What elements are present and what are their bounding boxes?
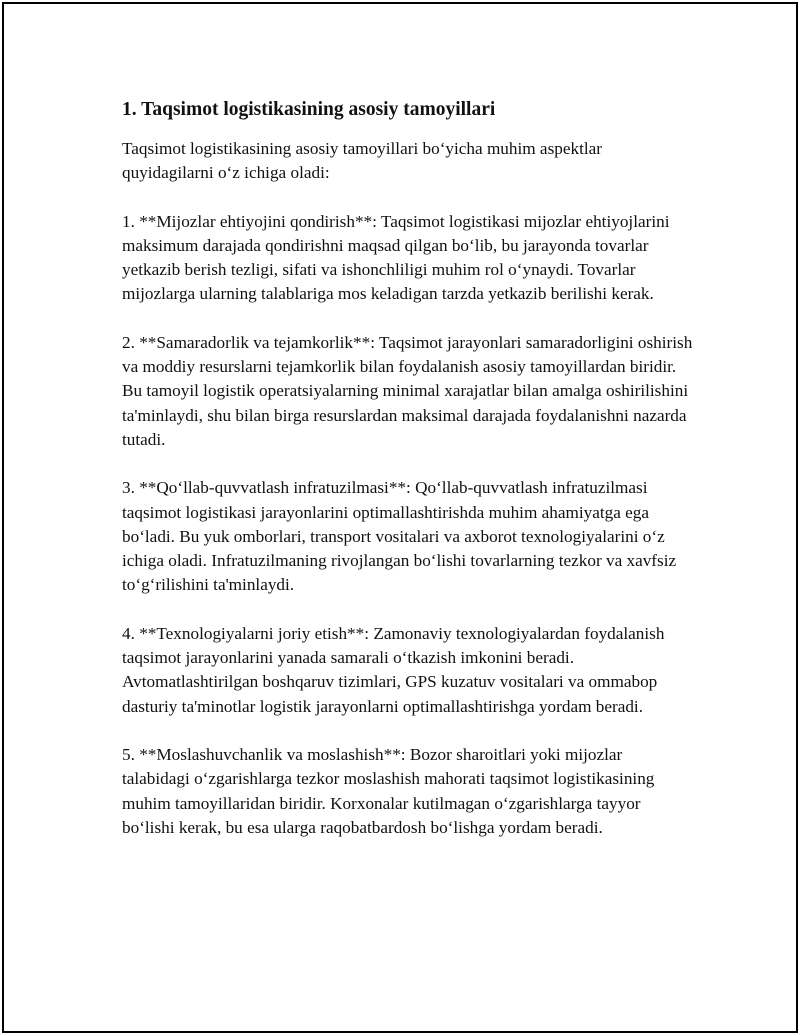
intro-paragraph: Taqsimot logistikasining asosiy tamoyillari bo‘yicha muhim aspektlar quyidagilarni o‘z ichiga oladi: — [122, 139, 602, 183]
section-heading: 1. Taqsimot logistikasining asosiy tamoyillari — [122, 99, 496, 120]
principle-item-2: 2. **Samaradorlik va tejamkorlik**: Taqsimot jarayonlari samaradorligini oshirish va moddiy resurslarni tejamkorlik bilan foydalanish asosiy tamoyillardan biridir. Bu tamoyil logistik operatsiyalarning minimal xarajatlar bilan amalga oshirilishini ta'minlaydi, shu bilan birga resurslardan maksimal darajada foydalanishni nazarda tutadi. — [122, 332, 693, 449]
principle-item-3: 3. **Qo‘llab-quvvatlash infratuzilmasi**: Qo‘llab-quvvatlash infratuzilmasi taqsimot logistikasi jarayonlarini optimallashtirishda muhim ahamiyatga ega bo‘ladi. Bu yuk omborlari, transport vositalari va axborot texnologiyalarini o‘z ichiga oladi. Infratuzilmaning rivojlangan bo‘lishi tovarlarning tezkor va xavfsiz to‘g‘rilishini ta'minlaydi. — [122, 478, 677, 595]
document-body — [122, 96, 694, 864]
principle-item-5: 5. **Moslashuvchanlik va moslashish**: Bozor sharoitlari yoki mijozlar talabidagi o‘zgarishlarga tezkor moslashish mahorati taqsimot logistikasining muhim tamoyillaridan biridir. Korxonalar kutilmagan o‘zgarishlarga tayyor bo‘lishi kerak, bu esa ularga raqobatbardosh bo‘lishga yordam beradi. — [122, 744, 655, 837]
principle-item-4: 4. **Texnologiyalarni joriy etish**: Zamonaviy texnologiyalardan foydalanish taqsimot jarayonlarini yanada samarali o‘tkazish imkonini beradi. Avtomatlashtirilgan boshqaruv tizimlari, GPS kuzatuv vositalari va ommabop dasturiy ta'minotlar logistik jarayonlarni optimallashtirishga yordam beradi. — [122, 623, 665, 716]
principle-item-1: 1. **Mijozlar ehtiyojini qondirish**: Taqsimot logistikasi mijozlar ehtiyojlarini maksimum darajada qondirishni maqsad qilgan bo‘lib, bu jarayonda tovarlar yetkazib berish tezligi, sifati va ishonchliligi muhim rol o‘ynaydi. Tovarlar mijozlarga ularning talablariga mos keladigan tarzda yetkazib berilishi kerak. — [122, 211, 670, 304]
page-frame — [2, 2, 798, 1033]
